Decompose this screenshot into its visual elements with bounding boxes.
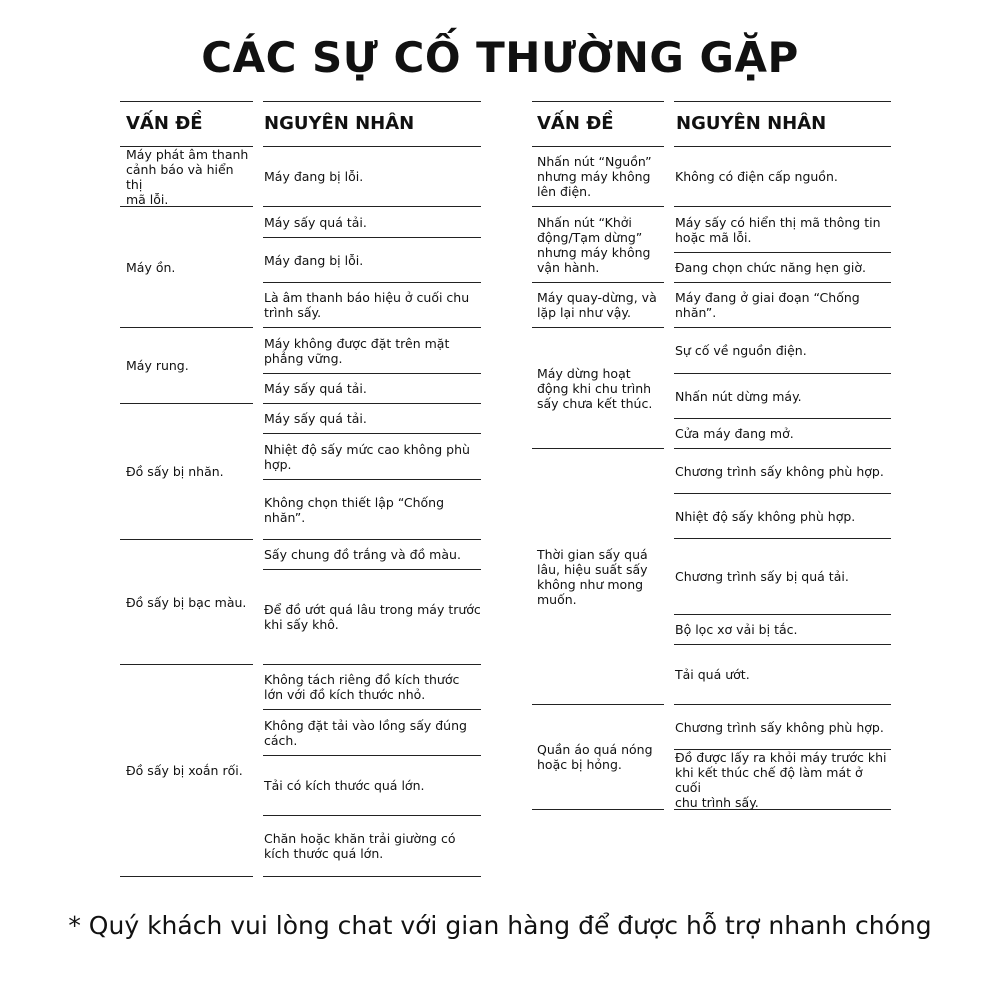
cause-cell: Sấy chung đồ trắng và đồ màu. [264,547,461,562]
cause-cell: Máy đang bị lỗi. [264,252,364,268]
cause-cell: Sự cố về nguồn điện. [675,343,807,358]
cause-cell: Đồ được lấy ra khỏi máy trước khi khi kết thúc chế độ làm mát ở cuối chu trình sấy. [675,749,887,810]
left-problem-divider [120,876,253,877]
cause-cell: Nhiệt độ sấy mức cao không phù hợp. [264,441,470,472]
problem-cell: Đồ sấy bị bạc màu. [126,594,247,610]
right-problem-divider [532,809,664,810]
cause-cell: Máy sấy quá tải. [264,411,367,426]
problem-cell: Nhấn nút “Khởi động/Tạm dừng” nhưng máy không vận hành. [537,214,651,275]
cause-cell: Nhiệt độ sấy không phù hợp. [675,508,856,524]
cause-cell: Không chọn thiết lập “Chống nhăn”. [264,494,445,525]
cause-cell: Không tách riêng đồ kích thước lớn với đồ kích thước nhỏ. [264,672,460,702]
left-cause-divider [263,876,481,877]
left-problem-header: VẤN ĐỀ [126,113,203,134]
problem-cell: Nhấn nút “Nguồn” nhưng máy không lên điện. [537,154,652,199]
right-cause-header: NGUYÊN NHÂN [676,113,827,134]
problem-cell: Thời gian sấy quá lâu, hiệu suất sấy không như mong muốn. [537,546,648,607]
left-cause-header: NGUYÊN NHÂN [264,113,415,134]
cause-cell: Để đồ ướt quá lâu trong máy trước khi sấy khô. [264,602,481,632]
cause-cell: Máy sấy quá tải. [264,381,367,396]
cause-cell: Không đặt tải vào lồng sấy đúng cách. [264,717,467,748]
cause-cell: Chương trình sấy không phù hợp. [675,719,884,735]
cause-cell: Chương trình sấy bị quá tải. [675,569,849,584]
cause-cell: Chương trình sấy không phù hợp. [675,463,884,479]
problem-cell: Đồ sấy bị xoắn rối. [126,763,243,778]
cause-cell: Tải quá ướt. [675,667,750,682]
cause-cell: Máy đang bị lỗi. [264,169,364,184]
cause-cell: Nhấn nút dừng máy. [675,388,802,404]
left-header-top-line-problem [120,101,253,102]
left-header-top-line-cause [263,101,481,102]
page-title: CÁC SỰ CỐ THƯỜNG GẶP [201,33,799,82]
cause-cell: Máy đang ở giai đoạn “Chống nhăn”. [675,290,860,320]
problem-cell: Máy dừng hoạt động khi chu trình sấy chưa kết thúc. [537,365,653,411]
problem-cell: Đồ sấy bị nhăn. [126,464,224,479]
cause-cell: Cửa máy đang mở. [675,426,794,441]
cause-cell: Bộ lọc xơ vải bị tắc. [675,622,798,637]
problem-cell: Máy quay-dừng, và lặp lại như vậy. [537,290,657,320]
problem-cell: Máy phát âm thanh cảnh báo và hiển thị mã lỗi. [126,146,249,207]
cause-cell: Máy sấy có hiển thị mã thông tin hoặc mã lỗi. [675,214,881,245]
footnote: * Quý khách vui lòng chat với gian hàng để được hỗ trợ nhanh chóng [68,911,932,940]
cause-cell: Là âm thanh báo hiệu ở cuối chu trình sấy. [264,290,470,320]
problem-cell: Máy ồn. [126,259,176,275]
right-header-top-line-problem [532,101,664,102]
cause-cell: Chăn hoặc khăn trải giường có kích thước quá lớn. [264,831,456,861]
cause-cell: Máy không được đặt trên mặt phẳng vững. [264,335,450,366]
problem-cell: Quần áo quá nóng hoặc bị hỏng. [537,742,653,772]
right-problem-header: VẤN ĐỀ [537,113,614,134]
problem-cell: Máy rung. [126,358,189,373]
cause-cell: Tải có kích thước quá lớn. [264,778,425,793]
cause-cell: Đang chọn chức năng hẹn giờ. [675,260,867,275]
cause-cell: Máy sấy quá tải. [264,214,367,230]
cause-cell: Không có điện cấp nguồn. [675,169,838,184]
right-header-top-line-cause [674,101,891,102]
